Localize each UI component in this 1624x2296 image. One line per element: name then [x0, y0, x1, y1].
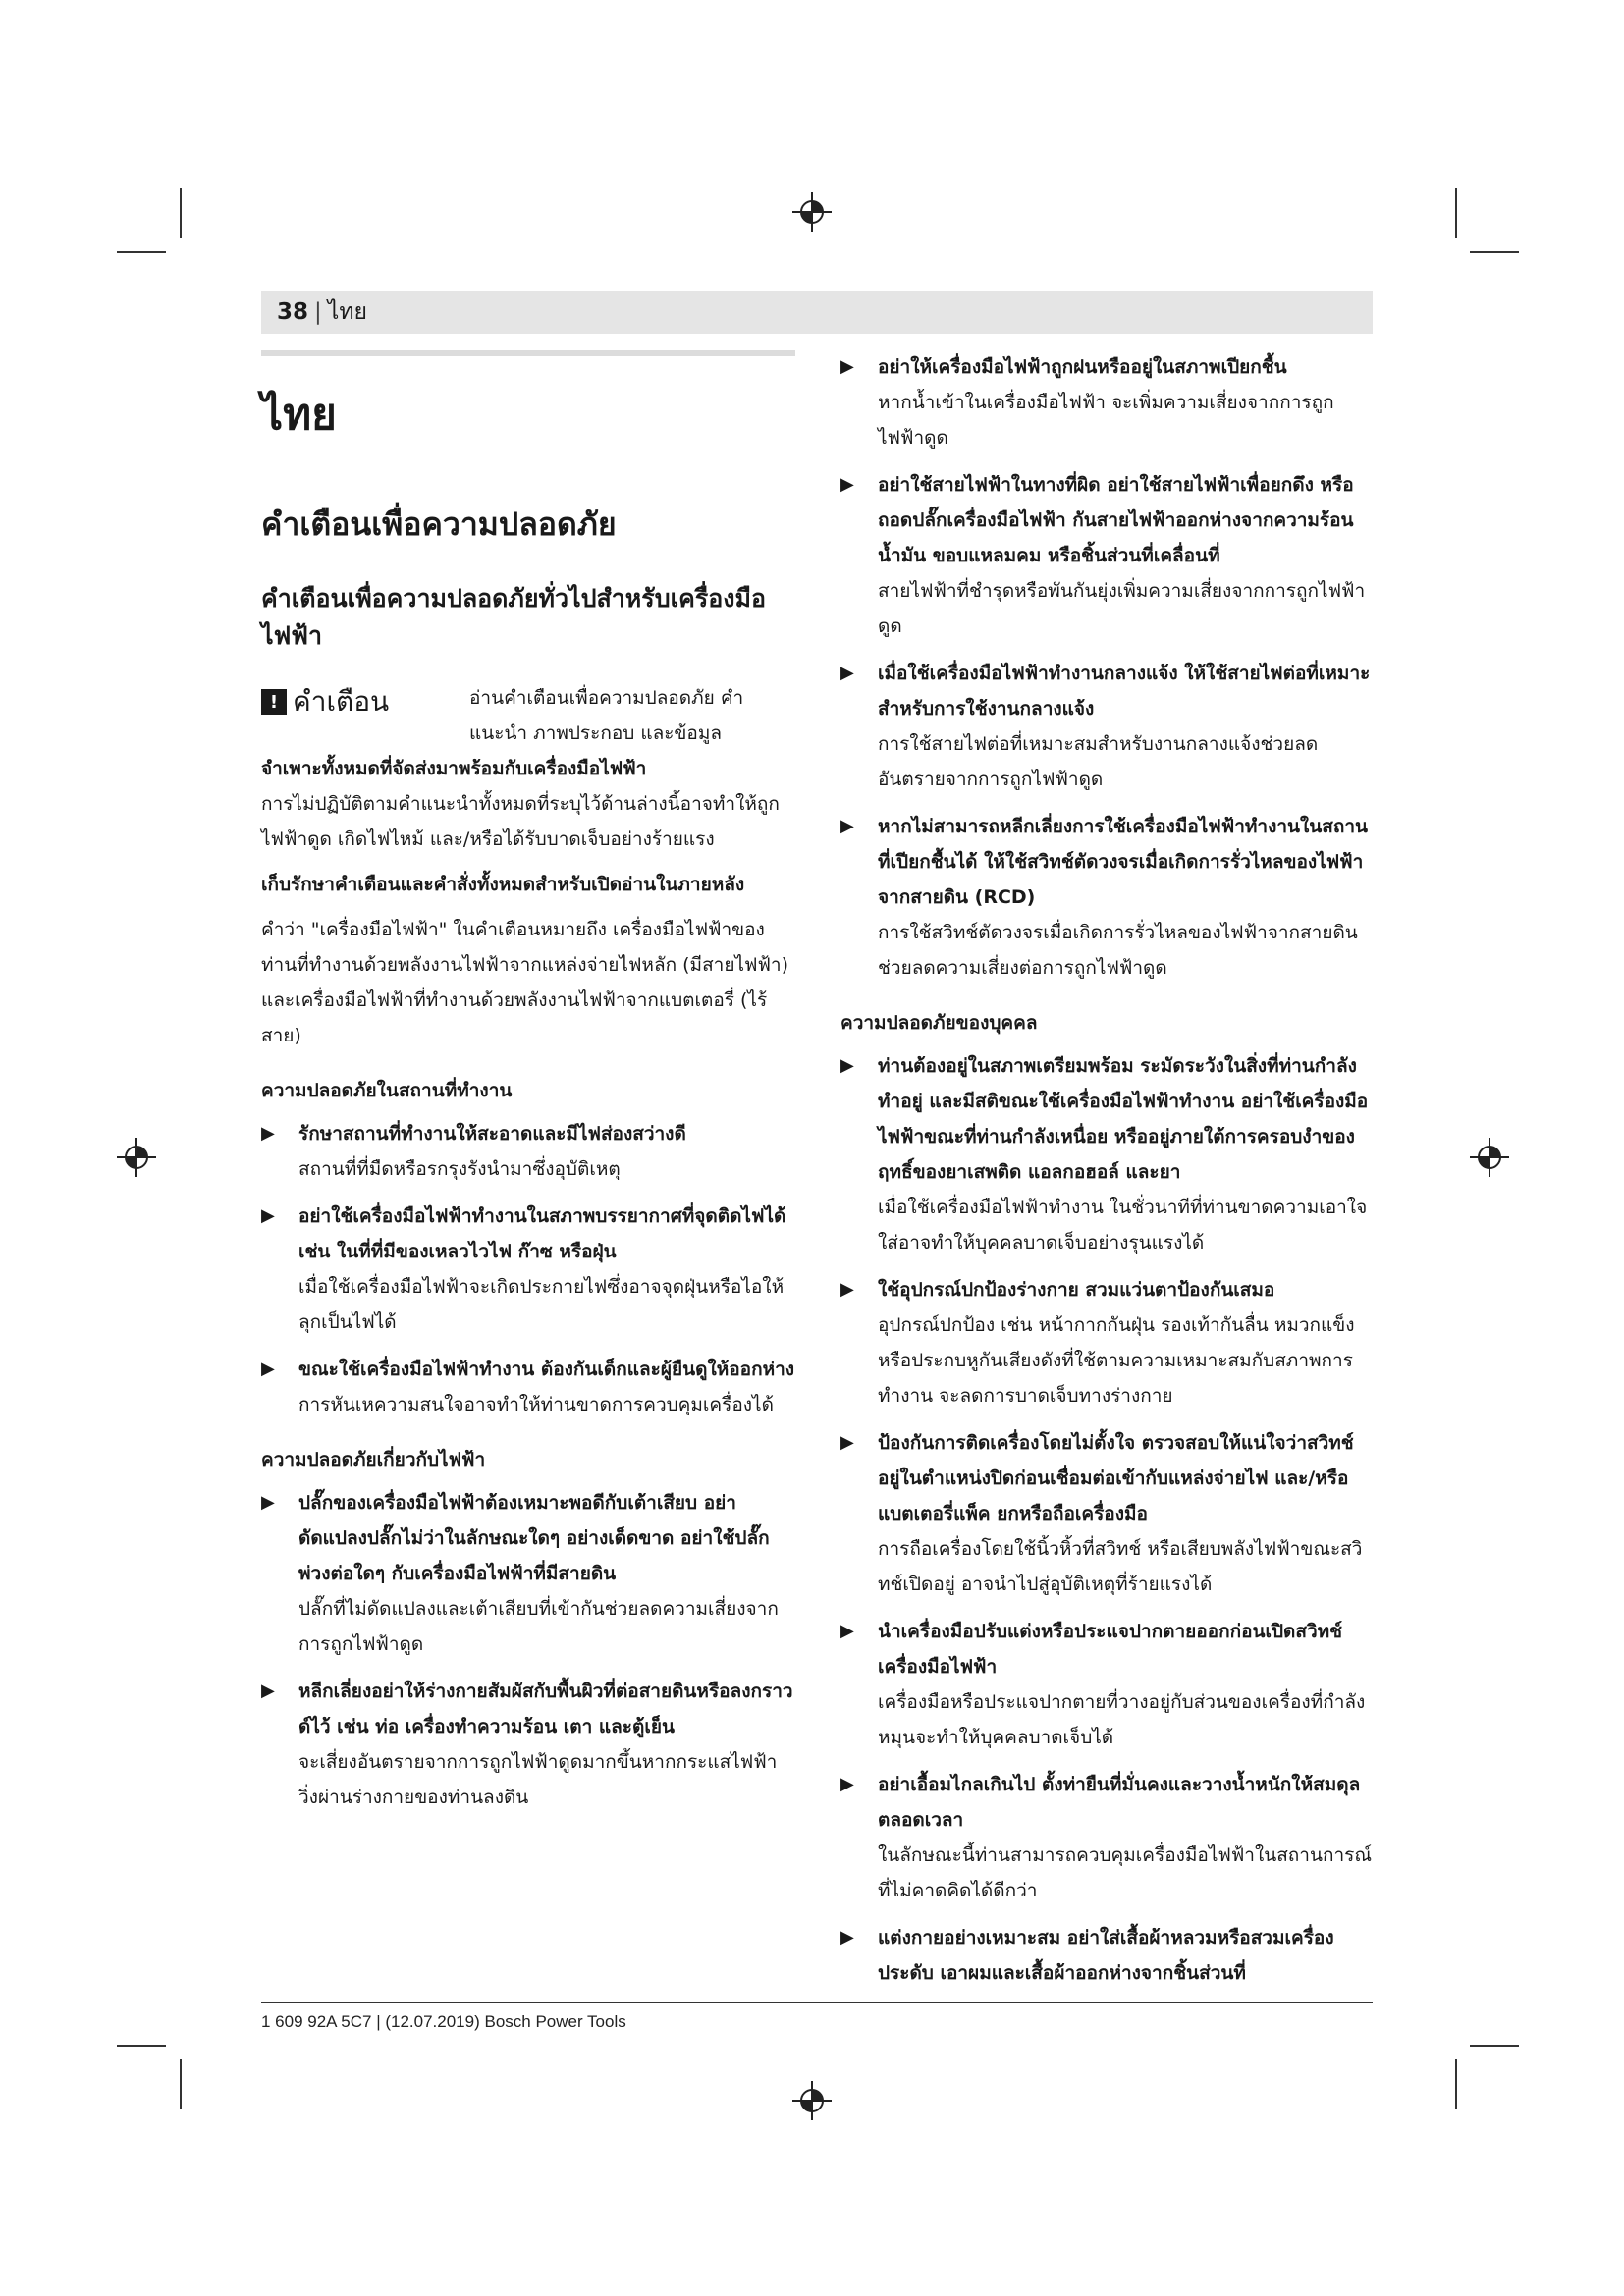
crop-mark [1470, 2045, 1519, 2047]
bullet-lead: ขณะใช้เครื่องมือไฟฟ้าทำงาน ต้องกันเด็กและผู้ยืนดูให้ออกห่าง [298, 1359, 795, 1380]
crop-mark [1470, 251, 1519, 253]
bullet-lead: รักษาสถานที่ทำงานให้สะอาดและมีไฟส่องสว่างดี [298, 1123, 686, 1145]
bullet-lead: อย่าเอื้อมไกลเกินไป ตั้งท่ายืนที่มั่นคงและวางน้ำหนักให้สมดุลตลอดเวลา [878, 1774, 1361, 1831]
registration-mark-icon [117, 1138, 156, 1177]
bullet-item [840, 1614, 1375, 1755]
warning-consequence: การไม่ปฏิบัติตามคำแนะนำทั้งหมดที่ระบุไว้ด้านล่างนี้อาจทำให้ถูกไฟฟ้าดูด เกิดไฟไหม้ และ/หรือได้รับบาดเจ็บอย่างร้ายแรง [261, 793, 780, 850]
bullet-item [840, 1920, 1375, 1991]
bullet-triangle-icon: ▶ [261, 1359, 275, 1379]
crop-mark [180, 2059, 182, 2109]
registration-mark-icon [792, 2081, 832, 2120]
warning-icon: ! [261, 689, 287, 715]
bullet-lead: ป้องกันการติดเครื่องโดยไม่ตั้งใจ ตรวจสอบให้แน่ใจว่าสวิทช์อยู่ในตำแหน่งปิดก่อนเชื่อมต่อเข้ากับแหล่งจ่ายไฟ และ/หรือแบตเตอรี่แพ็ค ยกหรือถือเครื่องมือ [878, 1432, 1354, 1524]
registration-mark-icon [1470, 1138, 1509, 1177]
bullet-item [840, 349, 1375, 455]
section-title-electrical: ความปลอดภัยเกี่ยวกับไฟฟ้า [261, 1449, 486, 1470]
bullet-item [840, 467, 1375, 644]
bullet-lead: อย่าให้เครื่องมือไฟฟ้าถูกฝนหรืออยู่ในสภาพเปียกชื้น [878, 356, 1287, 378]
crop-mark [180, 188, 182, 238]
keep-notice: เก็บรักษาคำเตือนและคำสั่งทั้งหมดสำหรับเปิดอ่านในภายหลัง [261, 874, 745, 895]
bullet-triangle-icon: ▶ [261, 1205, 275, 1226]
crop-mark [117, 251, 166, 253]
sub-heading: คำเตือนเพื่อความปลอดภัยทั่วไปสำหรับเครื่องมือไฟฟ้า [261, 584, 766, 650]
bullet-triangle-icon: ▶ [840, 1927, 854, 1948]
bullet-triangle-icon: ▶ [840, 1279, 854, 1300]
bullet-lead: อย่าใช้สายไฟฟ้าในทางที่ผิด อย่าใช้สายไฟฟ้าเพื่อยกดึง หรือถอดปลั๊กเครื่องมือไฟฟ้า กันสายไฟฟ้าออกห่างจากความร้อน น้ำมัน ขอบแหลมคม หรือชิ้นส่วนที่เคลื่อนที่ [878, 474, 1354, 566]
left-column [261, 348, 795, 1827]
bullet-lead: แต่งกายอย่างเหมาะสม อย่าใส่เสื้อผ้าหลวมหรือสวมเครื่องประดับ เอาผมและเสื้อผ้าออกห่างจากชิ้นส่วนที่ [878, 1927, 1334, 1984]
bullet-item [840, 656, 1375, 797]
bullet-triangle-icon: ▶ [840, 356, 854, 377]
main-heading: คำเตือนเพื่อความปลอดภัย [261, 506, 617, 543]
bullet-item [261, 1116, 795, 1187]
section-rule [261, 350, 795, 356]
warning-label-text: คำเตือน [293, 685, 390, 718]
bullet-item [840, 1767, 1375, 1908]
section-title-work-area: ความปลอดภัยในสถานที่ทำงาน [261, 1080, 513, 1101]
bullet-text: เมื่อใช้เครื่องมือไฟฟ้าทำงาน ในชั่วนาทีที่ท่านขาดความเอาใจใส่อาจทำให้บุคคลบาดเจ็บอย่างรุนแรงได้ [878, 1197, 1368, 1254]
bullet-text: ในลักษณะนี้ท่านสามารถควบคุมเครื่องมือไฟฟ้าในสถานการณ์ที่ไม่คาดคิดได้ดีกว่า [878, 1844, 1372, 1901]
bullet-text: ปลั๊กที่ไม่ดัดแปลงและเต้าเสียบที่เข้ากันช่วยลดความเสี่ยงจากการถูกไฟฟ้าดูด [298, 1598, 779, 1655]
header-separator: | [314, 299, 322, 325]
page-number: 38 [277, 299, 309, 325]
bullet-text: การใช้สวิทช์ตัดวงจรเมื่อเกิดการรั่วไหลของไฟฟ้าจากสายดินช่วยลดความเสี่ยงต่อการถูกไฟฟ้าดูด [878, 922, 1358, 979]
page-header [261, 291, 1373, 334]
registration-mark-icon [792, 192, 832, 232]
bullet-text: เครื่องมือหรือประแจปากตายที่วางอยู่กับส่วนของเครื่องที่กำลังหมุนจะทำให้บุคคลบาดเจ็บได้ [878, 1691, 1366, 1748]
bullet-triangle-icon: ▶ [840, 1621, 854, 1641]
bullet-lead: ใช้อุปกรณ์ปกป้องร่างกาย สวมแว่นตาป้องกันเสมอ [878, 1279, 1275, 1301]
bullet-item [261, 1485, 795, 1662]
section-title-personal: ความปลอดภัยของบุคคล [840, 1012, 1038, 1034]
bullet-triangle-icon: ▶ [840, 1774, 854, 1794]
header-language: ไทย [327, 299, 367, 325]
bullet-text: สถานที่ที่มืดหรือรกรุงรังนำมาซึ่งอุบัติเหตุ [298, 1158, 621, 1180]
warning-block [261, 680, 795, 751]
footer-rule [261, 2002, 1373, 2003]
bullet-lead: อย่าใช้เครื่องมือไฟฟ้าทำงานในสภาพบรรยากาศที่จุดติดไฟได้ เช่น ในที่ที่มีของเหลวไวไฟ ก๊าซ หรือฝุ่น [298, 1205, 786, 1262]
warning-label [261, 680, 389, 723]
bullet-triangle-icon: ▶ [840, 474, 854, 495]
bullet-lead: หากไม่สามารถหลีกเลี่ยงการใช้เครื่องมือไฟฟ้าทำงานในสถานที่เปียกชื้นได้ ให้ใช้สวิทช์ตัดวงจรเมื่อเกิดการรั่วไหลของไฟฟ้าจากสายดิน (RCD) [878, 816, 1369, 908]
bullet-item [840, 1425, 1375, 1602]
bullet-lead: นำเครื่องมือปรับแต่งหรือประแจปากตายออกก่อนเปิดสวิทช์เครื่องมือไฟฟ้า [878, 1621, 1343, 1678]
bullet-triangle-icon: ▶ [840, 1432, 854, 1453]
bullet-item [840, 1048, 1375, 1260]
definition-paragraph: คำว่า "เครื่องมือไฟฟ้า" ในคำเตือนหมายถึง เครื่องมือไฟฟ้าของท่านที่ทำงานด้วยพลังงานไฟฟ้าจากแหล่งจ่ายไฟหลัก (มีสายไฟฟ้า) และเครื่องมือไฟฟ้าที่ทำงานด้วยพลังงานไฟฟ้าจากแบตเตอรี่ (ไร้สาย) [261, 919, 789, 1046]
bullet-text: จะเสี่ยงอันตรายจากการถูกไฟฟ้าดูดมากขึ้นหากกระแสไฟฟ้าวิ่งผ่านร่างกายของท่านลงดิน [298, 1751, 778, 1808]
bullet-lead: ท่านต้องอยู่ในสภาพเตรียมพร้อม ระมัดระวังในสิ่งที่ท่านกำลังทำอยู่ และมีสติขณะใช้เครื่องมือไฟฟ้าทำงาน อย่าใช้เครื่องมือไฟฟ้าขณะที่ท่านกำลังเหนื่อย หรืออยู่ภายใต้การครอบงำของฤทธิ์ของยาเสพติด แอลกอฮอล์ และยา [878, 1055, 1369, 1183]
bullet-text: การถือเครื่องโดยใช้นิ้วหิ้วที่สวิทช์ หรือเสียบพลังไฟฟ้าขณะสวิทช์เปิดอยู่ อาจนำไปสู่อุบัติเหตุที่ร้ายแรงได้ [878, 1538, 1363, 1595]
bullet-text: เมื่อใช้เครื่องมือไฟฟ้าจะเกิดประกายไฟซึ่งอาจจุดฝุ่นหรือไอให้ลุกเป็นไฟได้ [298, 1276, 785, 1333]
bullet-item [840, 1272, 1375, 1414]
bullet-lead: ปลั๊กของเครื่องมือไฟฟ้าต้องเหมาะพอดีกับเต้าเสียบ อย่าดัดแปลงปลั๊กไม่ว่าในลักษณะใดๆ อย่างเด็ดขาด อย่าใช้ปลั๊กพ่วงต่อใดๆ กับเครื่องมือไฟฟ้าที่มีสายดิน [298, 1492, 770, 1584]
bullet-triangle-icon: ▶ [261, 1492, 275, 1513]
page-footer: 1 609 92A 5C7 | (12.07.2019) Bosch Power Tools [261, 2012, 626, 2031]
bullet-item [261, 1199, 795, 1340]
bullet-item [261, 1352, 795, 1422]
bullet-text: สายไฟฟ้าที่ชำรุดหรือพันกันยุ่งเพิ่มความเสี่ยงจากการถูกไฟฟ้าดูด [878, 580, 1366, 637]
bullet-text: การหันเหความสนใจอาจทำให้ท่านขาดการควบคุมเครื่องได้ [298, 1394, 774, 1415]
crop-mark [1455, 2059, 1457, 2109]
bullet-triangle-icon: ▶ [261, 1681, 275, 1701]
bullet-item [840, 809, 1375, 986]
crop-mark [1455, 188, 1457, 238]
bullet-item [261, 1674, 795, 1815]
warning-continuation: จำเพาะทั้งหมดที่จัดส่งมาพร้อมกับเครื่องมือไฟฟ้า [261, 758, 647, 779]
right-column [840, 349, 1375, 2002]
bullet-text: อุปกรณ์ปกป้อง เช่น หน้ากากกันฝุ่น รองเท้ากันลื่น หมวกแข็ง หรือประกบหูกันเสียงดังที่ใช้ตามความเหมาะสมกับสภาพการทำงาน จะลดการบาดเจ็บทางร่างกาย [878, 1314, 1355, 1407]
bullet-text: การใช้สายไฟต่อที่เหมาะสมสำหรับงานกลางแจ้งช่วยลดอันตรายจากการถูกไฟฟ้าดูด [878, 733, 1319, 790]
warning-intro: อ่านคำเตือนเพื่อความปลอดภัย คำแนะนำ ภาพประกอบ และข้อมูล [469, 687, 744, 744]
bullet-triangle-icon: ▶ [840, 816, 854, 836]
bullet-lead: หลีกเลี่ยงอย่าให้ร่างกายสัมผัสกับพื้นผิวที่ต่อสายดินหรือลงกราวด์ไว้ เช่น ท่อ เครื่องทำความร้อน เตา และตู้เย็น [298, 1681, 793, 1737]
language-title: ไทย [261, 390, 337, 440]
bullet-triangle-icon: ▶ [261, 1123, 275, 1144]
bullet-triangle-icon: ▶ [840, 663, 854, 683]
crop-mark [117, 2045, 166, 2047]
bullet-triangle-icon: ▶ [840, 1055, 854, 1076]
bullet-lead: เมื่อใช้เครื่องมือไฟฟ้าทำงานกลางแจ้ง ให้ใช้สายไฟต่อที่เหมาะสำหรับการใช้งานกลางแจ้ง [878, 663, 1371, 720]
bullet-text: หากน้ำเข้าในเครื่องมือไฟฟ้า จะเพิ่มความเสี่ยงจากการถูกไฟฟ้าดูด [878, 392, 1334, 449]
